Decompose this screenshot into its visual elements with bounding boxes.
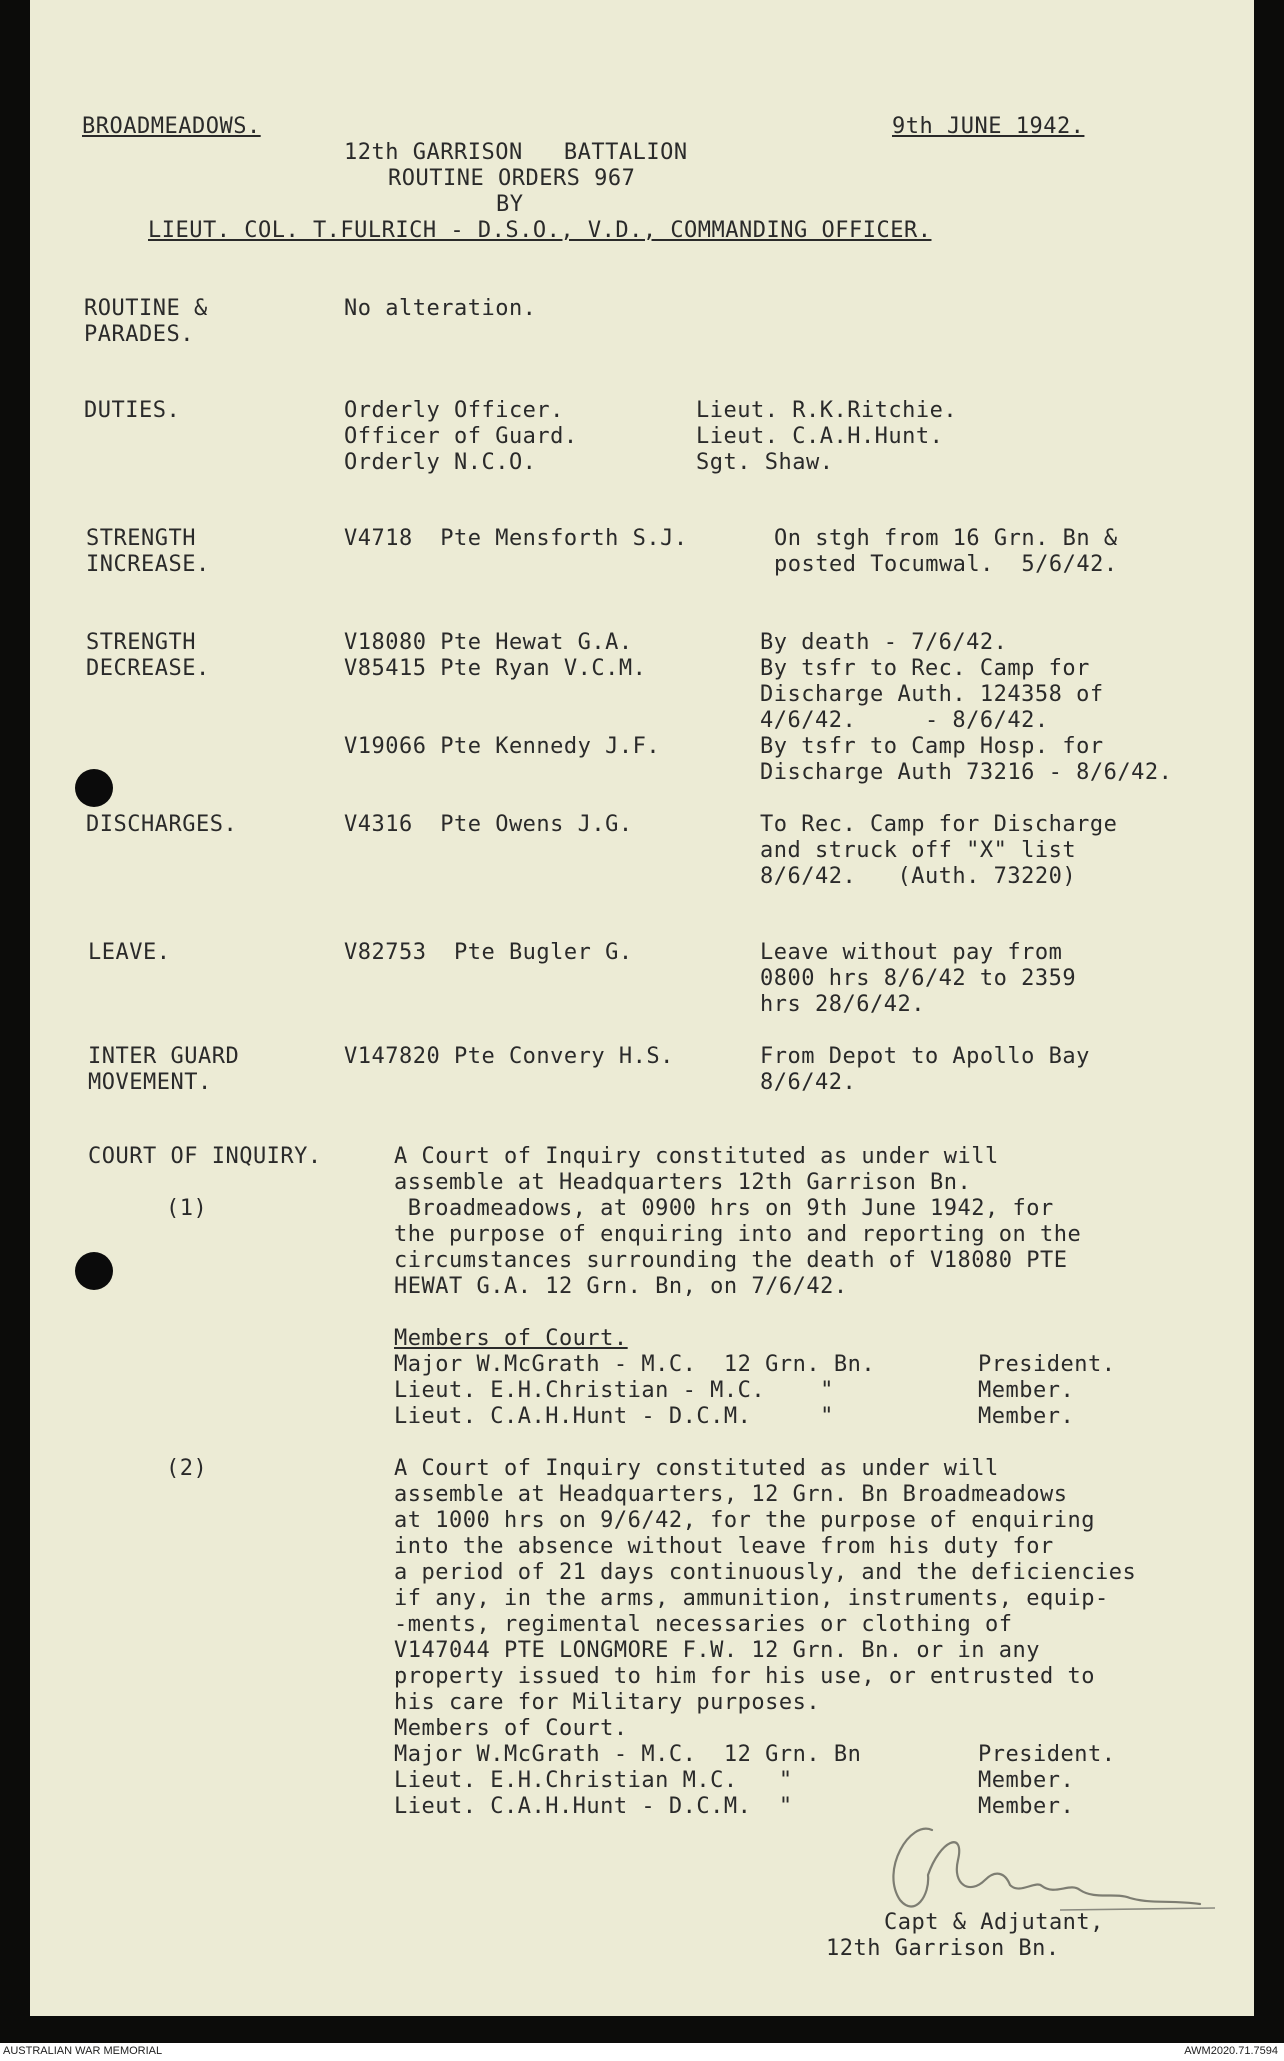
inquiry-body-line: V147044 PTE LONGMORE F.W. 12 Grn. Bn. or in any <box>394 1638 1041 1663</box>
duty-name: Sgt. Shaw. <box>696 450 834 475</box>
inquiry-body-line: Broadmeadows, at 0900 hrs on 9th June 1942, for <box>394 1196 1054 1221</box>
inquiry-number: (2) <box>166 1456 208 1481</box>
members-title: Members of Court. <box>394 1326 628 1351</box>
routine-heading-1: ROUTINE & <box>84 296 208 321</box>
decrease-detail: Discharge Auth 73216 - 8/6/42. <box>760 760 1173 785</box>
decrease-person: V19066 Pte Kennedy J.F. <box>344 734 661 759</box>
discharge-detail: 8/6/42. (Auth. 73220) <box>760 864 1077 889</box>
discharge-person: V4316 Pte Owens J.G. <box>344 812 633 837</box>
member-name: Lieut. E.H.Christian M.C. " <box>394 1768 793 1793</box>
increase-detail: posted Tocumwal. 5/6/42. <box>774 552 1118 577</box>
inquiry-body-line: assemble at Headquarters 12th Garrison Bn. <box>394 1170 972 1195</box>
decrease-detail: 4/6/42. - 8/6/42. <box>760 708 1049 733</box>
member-role: Member. <box>978 1378 1075 1403</box>
increase-entry: V4718 Pte Mensforth S.J. <box>344 526 688 551</box>
decrease-person: V18080 Pte Hewat G.A. <box>344 630 633 655</box>
punch-hole <box>75 769 113 807</box>
increase-heading-1: STRENGTH <box>86 526 196 551</box>
inquiry-body-line: his care for Military purposes. <box>394 1690 821 1715</box>
duty-role: Officer of Guard. <box>344 424 578 449</box>
document-page <box>30 0 1254 2016</box>
member-name: Major W.McGrath - M.C. 12 Grn. Bn <box>394 1742 862 1767</box>
inquiry-body-line: the purpose of enquiring into and reporting on the <box>394 1222 1082 1247</box>
duty-role: Orderly N.C.O. <box>344 450 537 475</box>
decrease-detail: By tsfr to Rec. Camp for <box>760 656 1090 681</box>
movement-heading-1: INTER GUARD <box>88 1044 240 1069</box>
member-role: Member. <box>978 1794 1075 1819</box>
decrease-person: V85415 Pte Ryan V.C.M. <box>344 656 647 681</box>
inquiry-body-line: assemble at Headquarters, 12 Grn. Bn Broadmeadows <box>394 1482 1068 1507</box>
leave-detail: hrs 28/6/42. <box>760 992 925 1017</box>
commander-line: LIEUT. COL. T.FULRICH - D.S.O., V.D., COMMANDING OFFICER. <box>148 218 932 243</box>
archive-reference: AWM2020.71.7594 <box>1184 2045 1278 2057</box>
inquiry-number: (1) <box>166 1196 208 1221</box>
increase-detail: On stgh from 16 Grn. Bn & <box>774 526 1118 551</box>
inquiry-body-line: at 1000 hrs on 9/6/42, for the purpose of enquiring <box>394 1508 1096 1533</box>
movement-person: V147820 Pte Convery H.S. <box>344 1044 674 1069</box>
decrease-detail: Discharge Auth. 124358 of <box>760 682 1104 707</box>
leave-heading: LEAVE. <box>88 940 171 965</box>
archive-footer <box>0 2043 1284 2061</box>
decrease-heading-1: STRENGTH <box>86 630 196 655</box>
by-line: BY <box>496 192 524 217</box>
inquiry-body-line: into the absence without leave from his duty for <box>394 1534 1054 1559</box>
inquiry-body-line: -ments, regimental necessaries or clothing of <box>394 1612 1013 1637</box>
member-name: Lieut. C.A.H.Hunt - D.C.M. " <box>394 1404 834 1429</box>
routine-text: No alteration. <box>344 296 537 321</box>
orders-title: ROUTINE ORDERS 967 <box>388 166 636 191</box>
signatory-unit: 12th Garrison Bn. <box>826 1936 1060 1961</box>
inquiry-body-line: A Court of Inquiry constituted as under will <box>394 1456 999 1481</box>
routine-heading-2: PARADES. <box>84 322 194 347</box>
signatory-title: Capt & Adjutant, <box>884 1910 1104 1935</box>
unit-title: 12th GARRISON BATTALION <box>344 140 688 165</box>
member-name: Lieut. C.A.H.Hunt - D.C.M. " <box>394 1794 793 1819</box>
member-role: Member. <box>978 1404 1075 1429</box>
archive-name: AUSTRALIAN WAR MEMORIAL <box>3 2045 163 2057</box>
inquiry-body-line: circumstances surrounding the death of V18080 PTE <box>394 1248 1068 1273</box>
duty-name: Lieut. C.A.H.Hunt. <box>696 424 944 449</box>
movement-heading-2: MOVEMENT. <box>88 1070 212 1095</box>
leave-detail: 0800 hrs 8/6/42 to 2359 <box>760 966 1077 991</box>
increase-heading-2: INCREASE. <box>86 552 210 577</box>
punch-hole <box>75 1252 113 1290</box>
movement-detail: 8/6/42. <box>760 1070 857 1095</box>
member-name: Major W.McGrath - M.C. 12 Grn. Bn. <box>394 1352 876 1377</box>
decrease-detail: By tsfr to Camp Hosp. for <box>760 734 1104 759</box>
member-name: Lieut. E.H.Christian - M.C. " <box>394 1378 834 1403</box>
member-role: President. <box>978 1742 1116 1767</box>
movement-detail: From Depot to Apollo Bay <box>760 1044 1090 1069</box>
date: 9th JUNE 1942. <box>892 114 1085 139</box>
decrease-heading-2: DECREASE. <box>86 656 210 681</box>
inquiry-body-line: a period of 21 days continuously, and the deficiencies <box>394 1560 1137 1585</box>
inquiry-heading: COURT OF INQUIRY. <box>88 1144 322 1169</box>
inquiry-body-line: property issued to him for his use, or entrusted to <box>394 1664 1096 1689</box>
members-title: Members of Court. <box>394 1716 628 1741</box>
discharges-heading: DISCHARGES. <box>86 812 238 837</box>
leave-detail: Leave without pay from <box>760 940 1063 965</box>
member-role: President. <box>978 1352 1116 1377</box>
duties-heading: DUTIES. <box>84 398 181 423</box>
discharge-detail: To Rec. Camp for Discharge <box>760 812 1118 837</box>
duty-name: Lieut. R.K.Ritchie. <box>696 398 958 423</box>
leave-person: V82753 Pte Bugler G. <box>344 940 633 965</box>
inquiry-body-line: A Court of Inquiry constituted as under will <box>394 1144 999 1169</box>
location: BROADMEADOWS. <box>82 114 261 139</box>
member-role: Member. <box>978 1768 1075 1793</box>
discharge-detail: and struck off "X" list <box>760 838 1077 863</box>
inquiry-body-line: if any, in the arms, ammunition, instruments, equip- <box>394 1586 1109 1611</box>
inquiry-body-line: HEWAT G.A. 12 Grn. Bn, on 7/6/42. <box>394 1274 848 1299</box>
decrease-detail: By death - 7/6/42. <box>760 630 1008 655</box>
duty-role: Orderly Officer. <box>344 398 564 423</box>
